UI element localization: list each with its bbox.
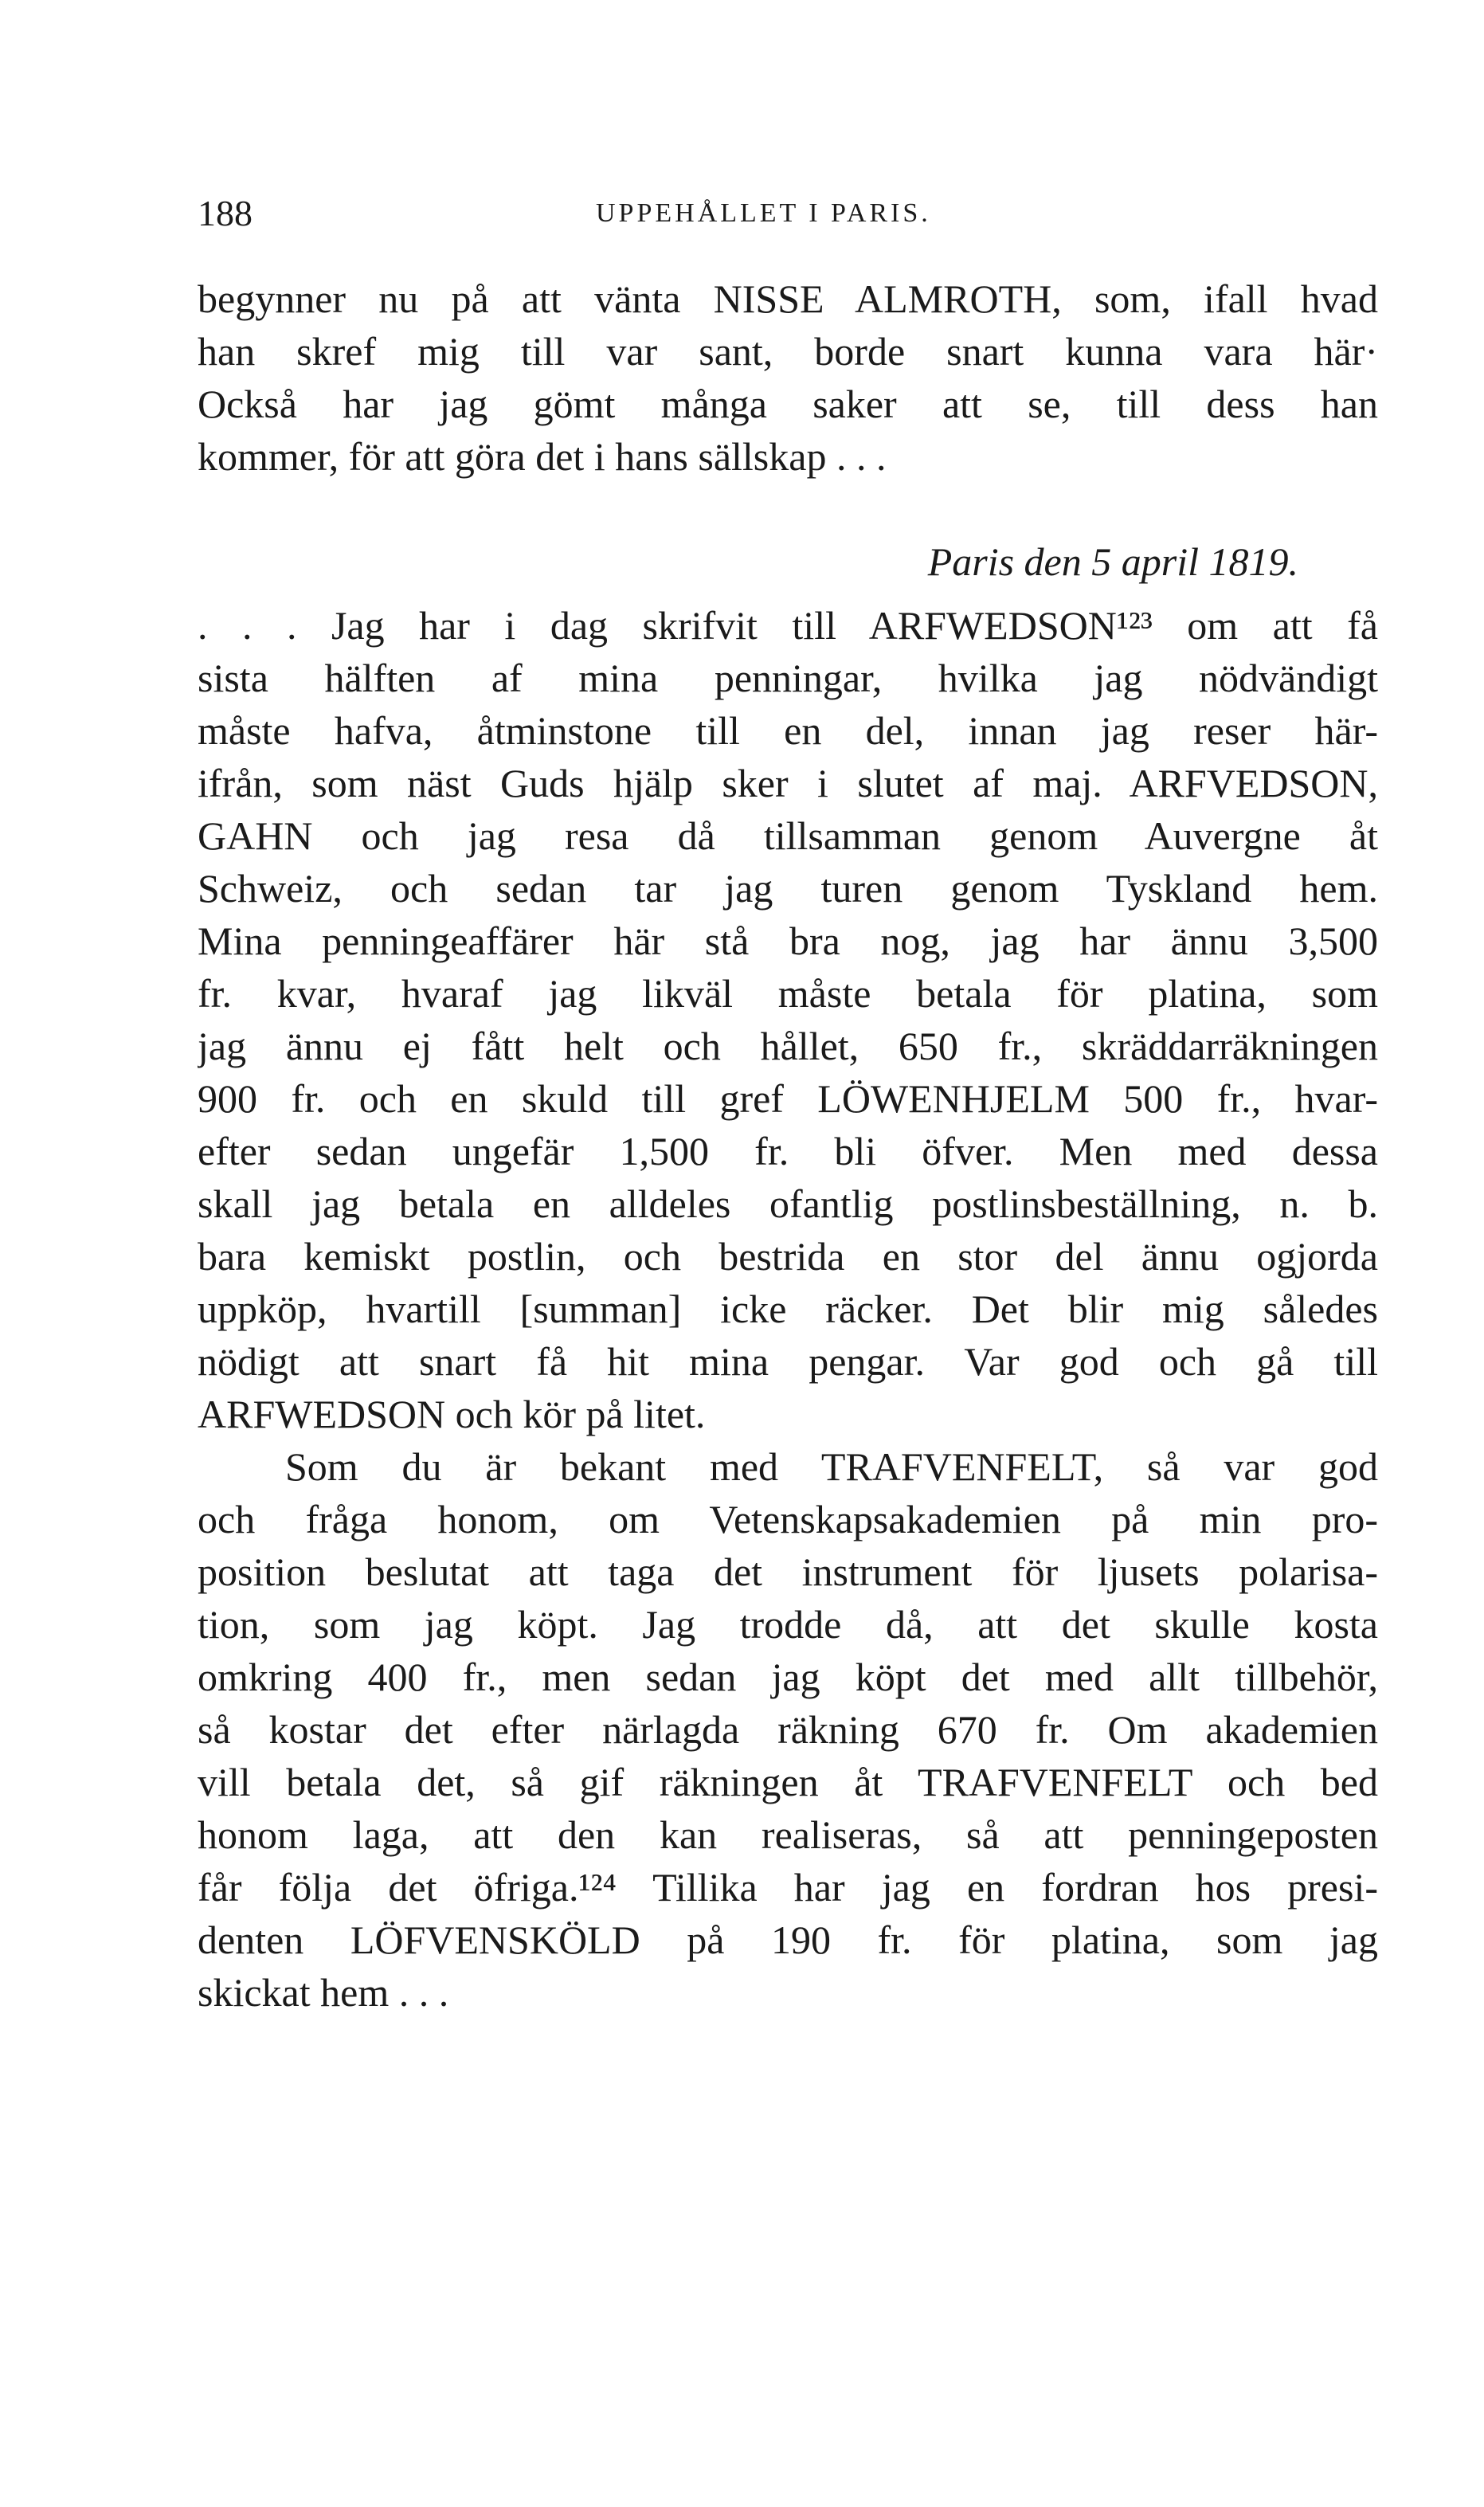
- paragraph-2: [198, 599, 1378, 1440]
- text-line: denten LÖFVENSKÖLD på 190 fr. för platina, som jag: [198, 1917, 1378, 1962]
- text-line: han skref mig till var sant, borde snart kunna vara här·: [198, 329, 1378, 374]
- text-line: bara kemiskt postlin, och bestrida en stor del ännu ogjorda: [198, 1234, 1378, 1279]
- text-line: honom laga, att den kan realiseras, så att penningeposten: [198, 1812, 1378, 1857]
- text-line: Också har jag gömt många saker att se, till dess han: [198, 382, 1378, 426]
- text-line: ARFWEDSON och kör på litet.: [198, 1392, 706, 1436]
- text-line: Mina penningeaffärer här stå bra nog, jag har ännu 3,500: [198, 919, 1378, 963]
- text-line: kommer, för att göra det i hans sällskap . . .: [198, 434, 887, 479]
- text-line: . . . Jag har i dag skrifvit till ARFWEDSON¹²³ om att få: [198, 603, 1378, 648]
- text-line: och fråga honom, om Vetenskapsakademien på min pro-: [198, 1497, 1378, 1541]
- text-line: skickat hem . . .: [198, 1970, 449, 2015]
- paragraph-1: [198, 272, 1378, 483]
- text-line: vill betala det, så gif räkningen åt TRAFVENFELT och bed: [198, 1760, 1378, 1804]
- running-title: UPPEHÅLLET I PARIS.: [596, 198, 931, 228]
- letter-text: [198, 272, 1378, 2019]
- page-number: 188: [198, 193, 253, 233]
- text-line: Schweiz, och sedan tar jag turen genom Tyskland hem.: [198, 866, 1378, 911]
- text-line: begynner nu på att vänta NISSE ALMROTH, som, ifall hvad: [198, 276, 1378, 321]
- text-line: skall jag betala en alldeles ofantlig postlinsbeställning, n. b.: [198, 1181, 1378, 1226]
- text-line: efter sedan ungefär 1,500 fr. bli öfver. Men med dessa: [198, 1129, 1378, 1173]
- text-line: nödigt att snart få hit mina pengar. Var god och gå till: [198, 1339, 1378, 1384]
- text-line: jag ännu ej fått helt och hållet, 650 fr., skräddarräkningen: [198, 1024, 1378, 1068]
- paragraph-3: [198, 1440, 1378, 2019]
- text-line: Som du är bekant med TRAFVENFELT, så var god: [285, 1444, 1378, 1489]
- text-line: position beslutat att taga det instrument för ljusets polarisa-: [198, 1549, 1378, 1594]
- text-line: 900 fr. och en skuld till gref LÖWENHJELM 500 fr., hvar-: [198, 1076, 1378, 1121]
- text-line: uppköp, hvartill [summan] icke räcker. Det blir mig således: [198, 1287, 1378, 1331]
- dateline: Paris den 5 april 1819.: [927, 539, 1298, 584]
- running-head: [198, 190, 1376, 237]
- text-line: sista hälften af mina penningar, hvilka jag nödvändigt: [198, 656, 1378, 700]
- text-line: omkring 400 fr., men sedan jag köpt det med allt tillbehör,: [198, 1655, 1378, 1699]
- text-line: GAHN och jag resa då tillsamman genom Auvergne åt: [198, 813, 1378, 858]
- text-line: tion, som jag köpt. Jag trodde då, att det skulle kosta: [198, 1602, 1378, 1647]
- text-line: ifrån, som näst Guds hjälp sker i slutet af maj. ARFVEDSON,: [198, 761, 1378, 805]
- text-line: får följa det öfriga.¹²⁴ Tillika har jag en fordran hos presi-: [198, 1865, 1378, 1910]
- text-line: fr. kvar, hvaraf jag likväl måste betala för platina, som: [198, 971, 1378, 1016]
- text-line: så kostar det efter närlagda räkning 670 fr. Om akademien: [198, 1707, 1378, 1752]
- text-line: måste hafva, åtminstone till en del, innan jag reser här-: [198, 708, 1378, 753]
